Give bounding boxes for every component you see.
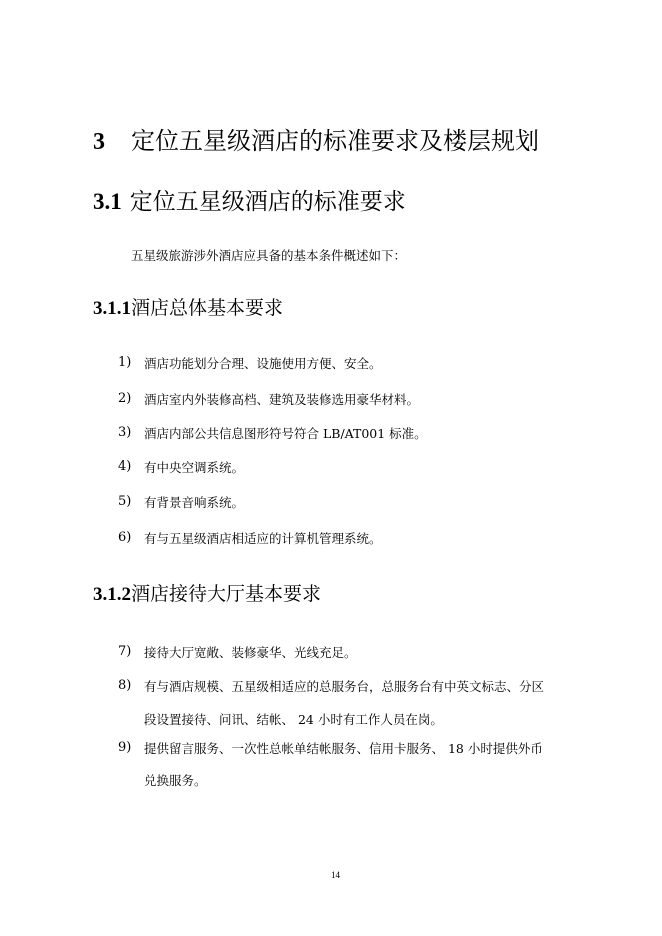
list-item-text: 酒店功能划分合理、设施使用方便、安全。 xyxy=(144,356,382,371)
list-item-text-continued: 兑换服务。 xyxy=(144,773,207,788)
list-item-number: 5) xyxy=(118,494,132,509)
subsection-title: 酒店接待大厅基本要求 xyxy=(131,583,322,605)
chapter-title: 定位五星级酒店的标准要求及楼层规划 xyxy=(131,127,539,155)
list-item-number: 1) xyxy=(118,355,132,370)
list-item xyxy=(0,740,662,794)
list-item-text: 接待大厅宽敞、装修豪华、光线充足。 xyxy=(144,645,357,660)
list-item-text: 有中央空调系统。 xyxy=(144,460,245,475)
list-item-number: 4) xyxy=(118,459,132,474)
list-item xyxy=(0,494,662,512)
list-item xyxy=(0,644,662,662)
chapter-heading xyxy=(93,126,539,157)
section-title: 定位五星级酒店的标准要求 xyxy=(129,189,406,215)
chapter-number: 3 xyxy=(93,129,105,155)
subsection-title: 酒店总体基本要求 xyxy=(131,297,284,319)
list-item-number: 2) xyxy=(118,391,132,406)
list-item-number: 3) xyxy=(118,425,132,440)
list-item-text: 酒店内部公共信息图形符号符合 LB/AT001 标准。 xyxy=(144,426,427,441)
section-heading xyxy=(93,187,406,217)
subsection-heading-2 xyxy=(93,581,321,608)
subsection-heading-1 xyxy=(93,295,283,322)
list-item-text: 有背景音响系统。 xyxy=(144,495,245,510)
list-item xyxy=(0,355,662,373)
list-item xyxy=(0,459,662,477)
list-item-text: 有与酒店规模、五星级相适应的总服务台，总服务台有中英文标志、分区 xyxy=(144,679,545,694)
subsection-number: 3.1.2 xyxy=(93,584,131,605)
list-item xyxy=(0,530,662,548)
section-number: 3.1 xyxy=(93,189,122,214)
list-item-text: 有与五星级酒店相适应的计算机管理系统。 xyxy=(144,531,382,546)
list-item-text-continued: 段设置接待、问讯、结帐、 24 小时有工作人员在岗。 xyxy=(144,712,443,727)
list-item-number: 6) xyxy=(118,530,132,545)
list-item-text: 酒店室内外装修高档、建筑及装修选用豪华材料。 xyxy=(144,392,420,407)
subsection-number: 3.1.1 xyxy=(93,298,131,319)
intro-paragraph: 五星级旅游涉外酒店应具备的基本条件概述如下： xyxy=(131,248,407,263)
page-number: 14 xyxy=(331,870,340,880)
list-item-number: 9) xyxy=(118,740,132,755)
list-item-number: 8) xyxy=(118,678,132,693)
list-item-number: 7) xyxy=(118,644,132,659)
list-item xyxy=(0,678,662,732)
list-item-text: 提供留言服务、一次性总帐单结帐服务、信用卡服务、 18 小时提供外币 xyxy=(144,741,543,756)
list-item xyxy=(0,391,662,409)
list-item xyxy=(0,425,662,443)
